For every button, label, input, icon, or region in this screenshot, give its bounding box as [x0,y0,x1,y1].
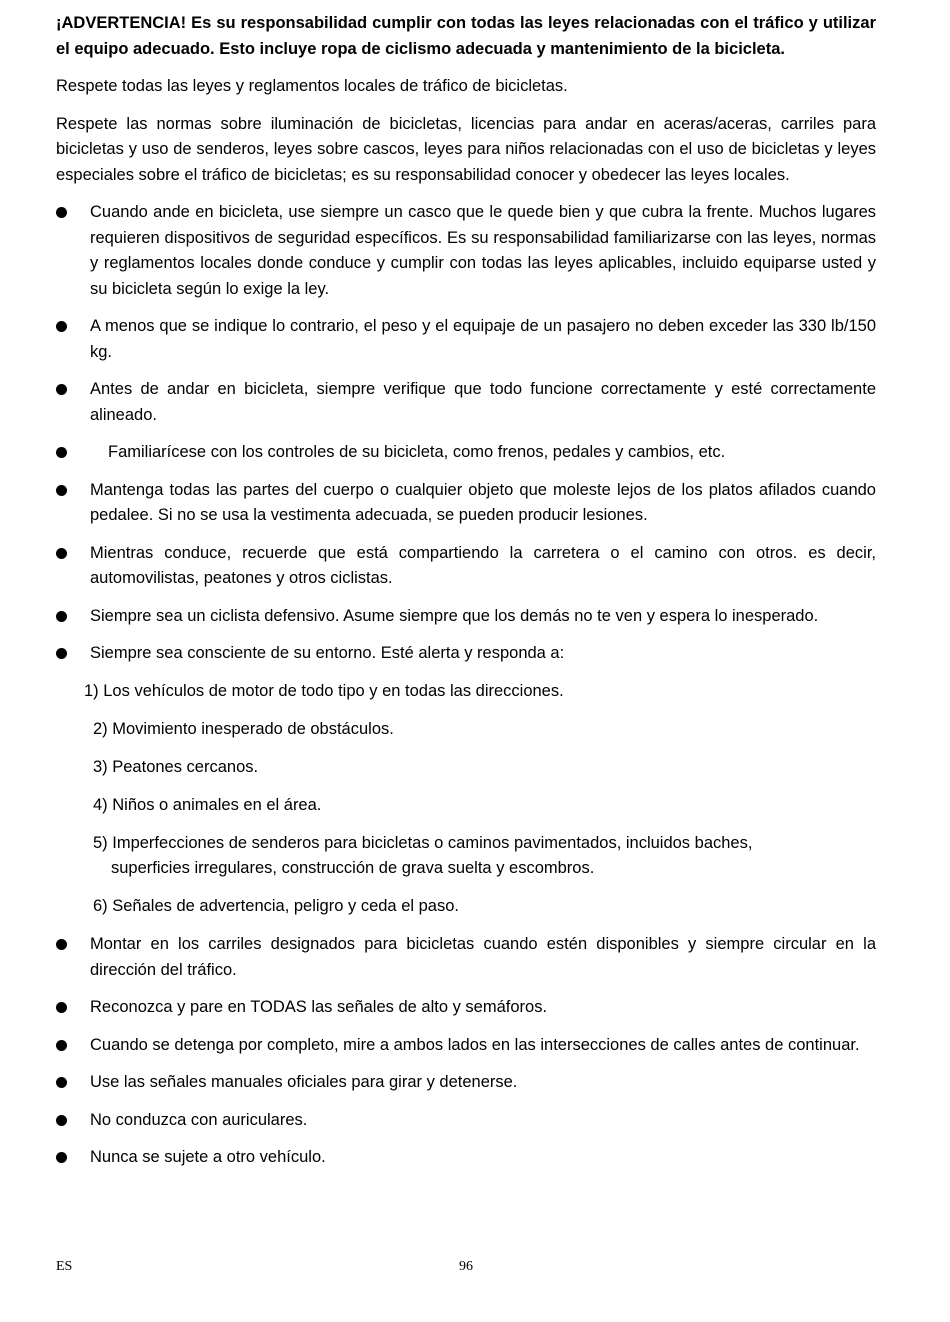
bullet-icon [56,485,67,496]
bullet-icon [56,939,67,950]
list-item-text: Use las señales manuales oficiales para girar y detenerse. [90,1073,518,1091]
bullet-icon [56,447,67,458]
bullet-icon [56,548,67,559]
list-item [56,1145,876,1171]
list-item [56,1033,876,1059]
list-item [56,440,876,466]
warning-text: ¡ADVERTENCIA! Es su responsabilidad cumplir con todas las leyes relacionadas con el tráfico y utilizar el equipo adecuado. Esto incluye ropa de ciclismo adecuada y mantenimiento de la bicicleta. [56,14,876,58]
list-item-text: Antes de andar en bicicleta, siempre verifique que todo funcione correctamente y esté correctamente alineado. [90,380,876,424]
list-item-text: Cuando se detenga por completo, mire a ambos lados en las intersecciones de calles antes de continuar. [90,1035,860,1054]
numbered-sublist [56,679,876,920]
page-number: 96 [459,1259,473,1274]
list-item [56,314,876,365]
bullet-list [56,932,876,1171]
list-item [56,377,876,428]
list-item-text: Siempre sea consciente de su entorno. Esté alerta y responda a: [90,644,565,662]
list-item [56,641,876,667]
bullet-icon [56,321,67,332]
list-item-text: A menos que se indique lo contrario, el peso y el equipaje de un pasajero no deben exceder las 330 lb/150 kg. [90,317,876,361]
sublist-item: 4) Niños o animales en el área. [93,795,322,814]
page-content [56,11,876,1183]
list-item [56,604,876,630]
list-item-text: Montar en los carriles designados para bicicletas cuando estén disponibles y siempre circular en la dirección del tráfico. [90,935,876,979]
bullet-icon [56,1152,67,1163]
list-item-text: Familiarícese con los controles de su bicicleta, como frenos, pedales y cambios, etc. [108,443,726,461]
list-item [56,200,876,302]
list-item [56,932,876,983]
bullet-icon [56,1002,67,1013]
sublist-item: 3) Peatones cercanos. [93,757,259,776]
bullet-list [56,200,876,667]
list-item [56,1070,876,1096]
bullet-icon [56,611,67,622]
list-item [56,1108,876,1134]
sublist-item: 2) Movimiento inesperado de obstáculos. [93,719,394,738]
list-item-text: Mantenga todas las partes del cuerpo o cualquier objeto que moleste lejos de los platos afilados cuando pedalee. Si no se usa la vestimenta adecuada, se pueden producir lesiones. [90,480,876,524]
list-item [56,995,876,1021]
bullet-icon [56,1115,67,1126]
paragraph: Respete todas las leyes y reglamentos locales de tráfico de bicicletas. [56,77,568,95]
sublist-item-continuation: superficies irregulares, construcción de grava suelta y escombros. [111,859,595,877]
sublist-item-text: 5) Imperfecciones de senderos para bicicletas o caminos pavimentados, incluidos baches, [93,833,753,852]
list-item-text: No conduzca con auriculares. [90,1110,308,1129]
bullet-icon [56,648,67,659]
list-item-text: Siempre sea un ciclista defensivo. Asume siempre que los demás no te ven y espera lo inesperado. [90,606,819,625]
bullet-icon [56,1077,67,1088]
sublist-item: 1) Los vehículos de motor de todo tipo y en todas las direcciones. [84,681,564,700]
bullet-icon [56,1040,67,1051]
sublist-item: 6) Señales de advertencia, peligro y ceda el paso. [93,897,459,915]
paragraph: Respete las normas sobre iluminación de bicicletas, licencias para andar en aceras/aceras, carriles para bicicletas y uso de senderos, leyes sobre cascos, leyes para niños relacionadas con el uso de bicicletas y leyes especiales sobre el tráfico de bicicletas; es su responsabilidad conocer y obedecer las leyes locales. [56,114,876,184]
list-item-text: Mientras conduce, recuerde que está compartiendo la carretera o el camino con otros. es decir, automovilistas, peatones y otros ciclistas. [90,543,876,587]
list-item [56,541,876,592]
bullet-icon [56,384,67,395]
list-item-text: Nunca se sujete a otro vehículo. [90,1148,326,1166]
bullet-icon [56,207,67,218]
list-item-text: Cuando ande en bicicleta, use siempre un casco que le quede bien y que cubra la frente. Muchos lugares requieren dispositivos de seguridad específicos. Es su responsabilidad familiarizarse con las leyes, normas y reglamentos locales donde conduce y cumplir con todas las leyes aplicables, incluido equiparse usted y su bicicleta según lo exige la ley. [90,203,876,298]
list-item [56,478,876,529]
footer-language: ES [56,1259,73,1274]
list-item-text: Reconozca y pare en TODAS las señales de alto y semáforos. [90,998,548,1016]
sublist-item [56,831,876,882]
